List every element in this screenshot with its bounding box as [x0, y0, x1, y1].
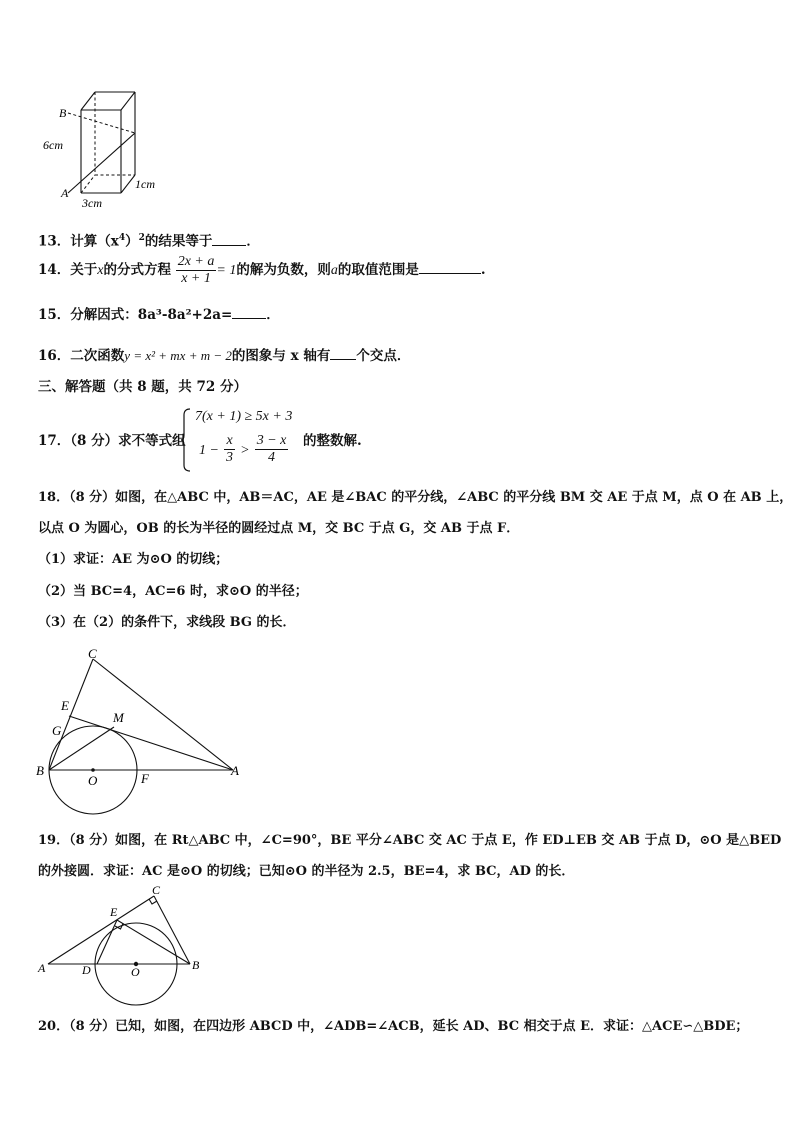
q15-end: ．	[266, 307, 280, 323]
box-figure	[38, 85, 178, 210]
q18-line2: 以点 O 为圆心，OB 的长为半径的圆经过点 M，交 BC 于点 G，交 AB 于点 F．	[38, 521, 520, 536]
q13-number: 13．	[38, 233, 71, 250]
q16-number: 16．	[38, 348, 71, 364]
section-3-title: 三、解答题（共 8 题，共 72 分）	[38, 379, 247, 395]
q15-text: 分解因式：8a³-8a²+2a=	[70, 307, 233, 323]
fig18-label-g: G	[52, 723, 62, 738]
q16-answer-blank[interactable]	[330, 347, 356, 360]
fig18-label-f: F	[141, 771, 149, 786]
q17-ineq2	[199, 433, 288, 466]
q13-answer-blank[interactable]	[212, 233, 246, 246]
box-hidden-edge	[81, 175, 95, 193]
label-3cm: 3cm	[82, 196, 102, 210]
q17-frac2-den: 4	[268, 450, 276, 465]
segment-ae	[69, 716, 233, 770]
fig18-label-a: A	[231, 763, 239, 778]
q14-end: .	[480, 262, 486, 278]
fig19-label-c: C	[152, 883, 161, 897]
q13-sup2: 2	[138, 233, 145, 243]
q13-end: ．	[246, 233, 260, 250]
q17-frac2	[255, 433, 289, 466]
fig18-label-o: O	[88, 773, 98, 788]
q14-pre: 关于	[70, 262, 98, 278]
q17-frac1	[224, 433, 235, 466]
q14-answer-blank[interactable]	[419, 261, 481, 274]
q15-number: 15．	[38, 307, 71, 323]
question-15	[38, 306, 280, 324]
q14-var-x: x	[97, 263, 104, 278]
q14-mid: 的分式方程	[103, 262, 172, 278]
q14-var-a: a	[330, 263, 338, 278]
q14-tail: 的取值范围是	[337, 262, 419, 278]
box-edge	[81, 92, 95, 110]
question-13	[38, 229, 260, 251]
q18-sub2: （2）当 BC=4，AC=6 时，求⊙O 的半径；	[38, 584, 308, 599]
q18-figure	[30, 642, 260, 820]
path-a-line	[68, 133, 135, 193]
q17-ineq1: 7(x + 1) ≥ 5x + 3	[195, 409, 293, 424]
fig19-label-b: B	[192, 958, 200, 972]
box-edge	[121, 175, 135, 193]
fig19-label-a: A	[38, 961, 46, 975]
q17-frac1-num: x	[226, 433, 233, 448]
q16-formula: y = x² + mx + m − 2	[124, 348, 232, 363]
fig19-label-o: O	[131, 965, 140, 979]
q20-line1: 20．（8 分）已知，如图，在四边形 ABCD 中，∠ADB=∠ACB，延长 AD、BC 相交于点 E．求证：△ACE∽△BDE；	[38, 1019, 749, 1034]
segment-ac	[48, 896, 154, 964]
label-1cm: 1cm	[135, 177, 155, 191]
q14-mid2: 的解为负数，则	[236, 262, 331, 278]
q17-frac1-den: 3	[226, 450, 234, 465]
question-14	[38, 253, 486, 288]
q14-number: 14．	[38, 262, 71, 278]
q14-fraction	[176, 254, 217, 287]
label-a: A	[61, 186, 69, 200]
q17-gt: >	[240, 443, 250, 458]
q19-line1: 19．（8 分）如图，在 Rt△ABC 中，∠C=90°，BE 平分∠ABC 交 AC 于点 E，作 ED⊥EB 交 AB 于点 D，⊙O 是△BED	[38, 833, 782, 848]
point-o	[91, 768, 95, 772]
q18-sub1: （1）求证：AE 为⊙O 的切线；	[38, 552, 229, 567]
fig19-label-e: E	[110, 905, 118, 919]
q13-pre: 计算（x	[70, 233, 119, 250]
fig18-label-e: E	[61, 698, 69, 713]
q14-frac-num: 2x + a	[177, 254, 215, 269]
fig18-label-b: B	[36, 763, 44, 778]
q17-ineq2-pre: 1 −	[199, 443, 219, 458]
q19-figure	[34, 882, 214, 1012]
q15-answer-blank[interactable]	[232, 306, 266, 319]
q17-brace	[180, 407, 192, 473]
fig18-label-c: C	[88, 646, 97, 661]
question-17-prompt: 17．（8 分）求不等式组	[38, 433, 186, 449]
question-16	[38, 347, 410, 365]
q17-tail: 的整数解.	[303, 433, 362, 449]
q17-frac2-num: 3 − x	[256, 433, 287, 448]
q16-pre: 二次函数	[70, 348, 125, 364]
fig19-label-d: D	[82, 963, 91, 977]
q13-tail: 的结果等于	[144, 233, 213, 250]
label-6cm: 6cm	[43, 138, 63, 152]
box-edge	[121, 92, 135, 110]
q13-post: ）	[125, 233, 139, 250]
fig18-label-m: M	[113, 710, 124, 725]
q16-mid: 的图象与 x 轴有	[231, 348, 331, 364]
q18-sub3: （3）在（2）的条件下，求线段 BG 的长．	[38, 615, 296, 630]
label-b: B	[59, 106, 67, 120]
q19-line2: 的外接圆．求证：AC 是⊙O 的切线；已知⊙O 的半径为 2.5，BE=4，求 BC，AD 的长．	[38, 864, 575, 879]
segment-bc	[49, 659, 93, 770]
q14-eq: = 1	[216, 263, 237, 278]
q13-sup: 4	[118, 233, 126, 243]
q16-tail: 个交点．	[356, 348, 411, 364]
q14-frac-den: x + 1	[181, 271, 211, 286]
path-b-dashed	[68, 113, 135, 133]
q18-line1: 18．（8 分）如图，在△ABC 中，AB＝AC，AE 是∠BAC 的平分线，∠ABC 的平分线 BM 交 AE 于点 M，点 O 在 AB 上，	[38, 490, 793, 505]
